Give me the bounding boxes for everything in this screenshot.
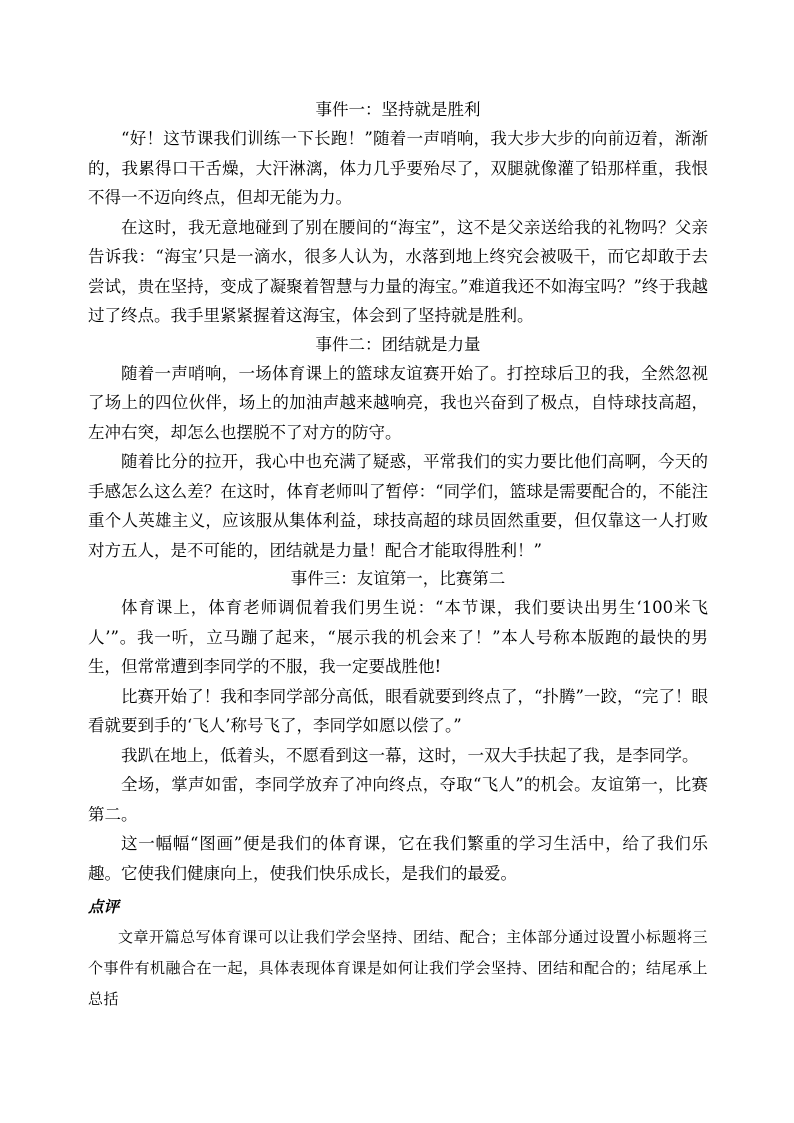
event-section-2: [88, 331, 708, 566]
event-1-paragraph-2: 在这时，我无意地碰到了别在腰间的“海宝”，这不是父亲送给我的礼物吗？父亲告诉我：“海宝’只是一滴水，很多人认为，水落到地上终究会被吸干，而它却敢于去尝试，贵在坚持，变成了凝聚着智慧与力量的海宝。”难道我还不如海宝吗？”终于我越过了终点。我手里紧紧握着这海宝，体会到了坚持就是胜利。: [88, 217, 708, 325]
event-1-paragraph-1: “好！这节课我们训练一下长跑！”随着一声哨响，我大步大步的向前迈着，渐渐的，我累得口干舌燥，大汗淋漓，体力几乎要殆尽了，双腿就像灌了铅那样重，我恨不得一不迈向终点，但却无能为力。: [88, 129, 708, 207]
review-heading: 点评: [88, 898, 120, 916]
event-3-paragraph-4: 全场，掌声如雷，李同学放弃了冲向终点，夺取“飞人”的机会。友谊第一，比赛第二。: [88, 775, 708, 824]
review-section: [88, 892, 708, 1015]
event-2-title: 事件二：团结就是力量: [315, 334, 481, 354]
event-1-title: 事件一：坚持就是胜利: [315, 100, 481, 119]
event-3-paragraph-5: 这一幅幅“图画”便是我们的体育课，它在我们繁重的学习生活中，给了我们乐趣。它使我们健康向上，使我们快乐成长，是我们的最爱。: [88, 834, 708, 883]
event-section-1: [88, 96, 708, 331]
event-3-paragraph-3: 我趴在地上，低着头，不愿看到这一幕，这时，一双大手扶起了我，是李同学。: [121, 745, 699, 765]
event-3-paragraph-2: 比赛开始了！我和李同学部分高低，眼看就要到终点了，“扑腾”一跤，“完了！眼看就要到手的‘飞人’称号飞了，李同学如愿以偿了。”: [88, 686, 708, 735]
event-2-paragraph-1: 随着一声哨响，一场体育课上的篮球友谊赛开始了。打控球后卫的我，全然忽视了场上的四位伙伴，场上的加油声越来越响亮，我也兴奋到了极点，自恃球技高超，左冲右突，却怎么也摆脱不了对方的防守。: [88, 363, 708, 442]
event-section-3: [88, 565, 708, 888]
document-page: [88, 96, 708, 1015]
review-text: 文章开篇总写体育课可以让我们学会坚持、团结、配合；主体部分通过设置小标题将三个事件有机融合在一起，具体表现体育课是如何让我们学会坚持、团结和配合的；结尾承上总括: [88, 928, 709, 1008]
event-3-title: 事件三：友谊第一，比赛第二: [290, 569, 506, 588]
event-3-paragraph-1: 体育课上，体育老师调侃着我们男生说：“本节课，我们要诀出男生‘100米飞人’”。我一听，立马蹦了起来，“展示我的机会来了！”本人号称本版跑的最快的男生，但常常遭到李同学的不服，我一定要战胜他!: [88, 598, 708, 676]
event-2-paragraph-2: 随着比分的拉开，我心中也充满了疑惑，平常我们的实力要比他们高啊，今天的手感怎么这么差？在这时，体育老师叫了暂停：“同学们，篮球是需要配合的，不能注重个人英雄主义，应该服从集体利益，球技高超的球员固然重要，但仅靠这一人打败对方五人，是不可能的，团结就是力量！配合才能取得胜利！”: [88, 452, 708, 560]
